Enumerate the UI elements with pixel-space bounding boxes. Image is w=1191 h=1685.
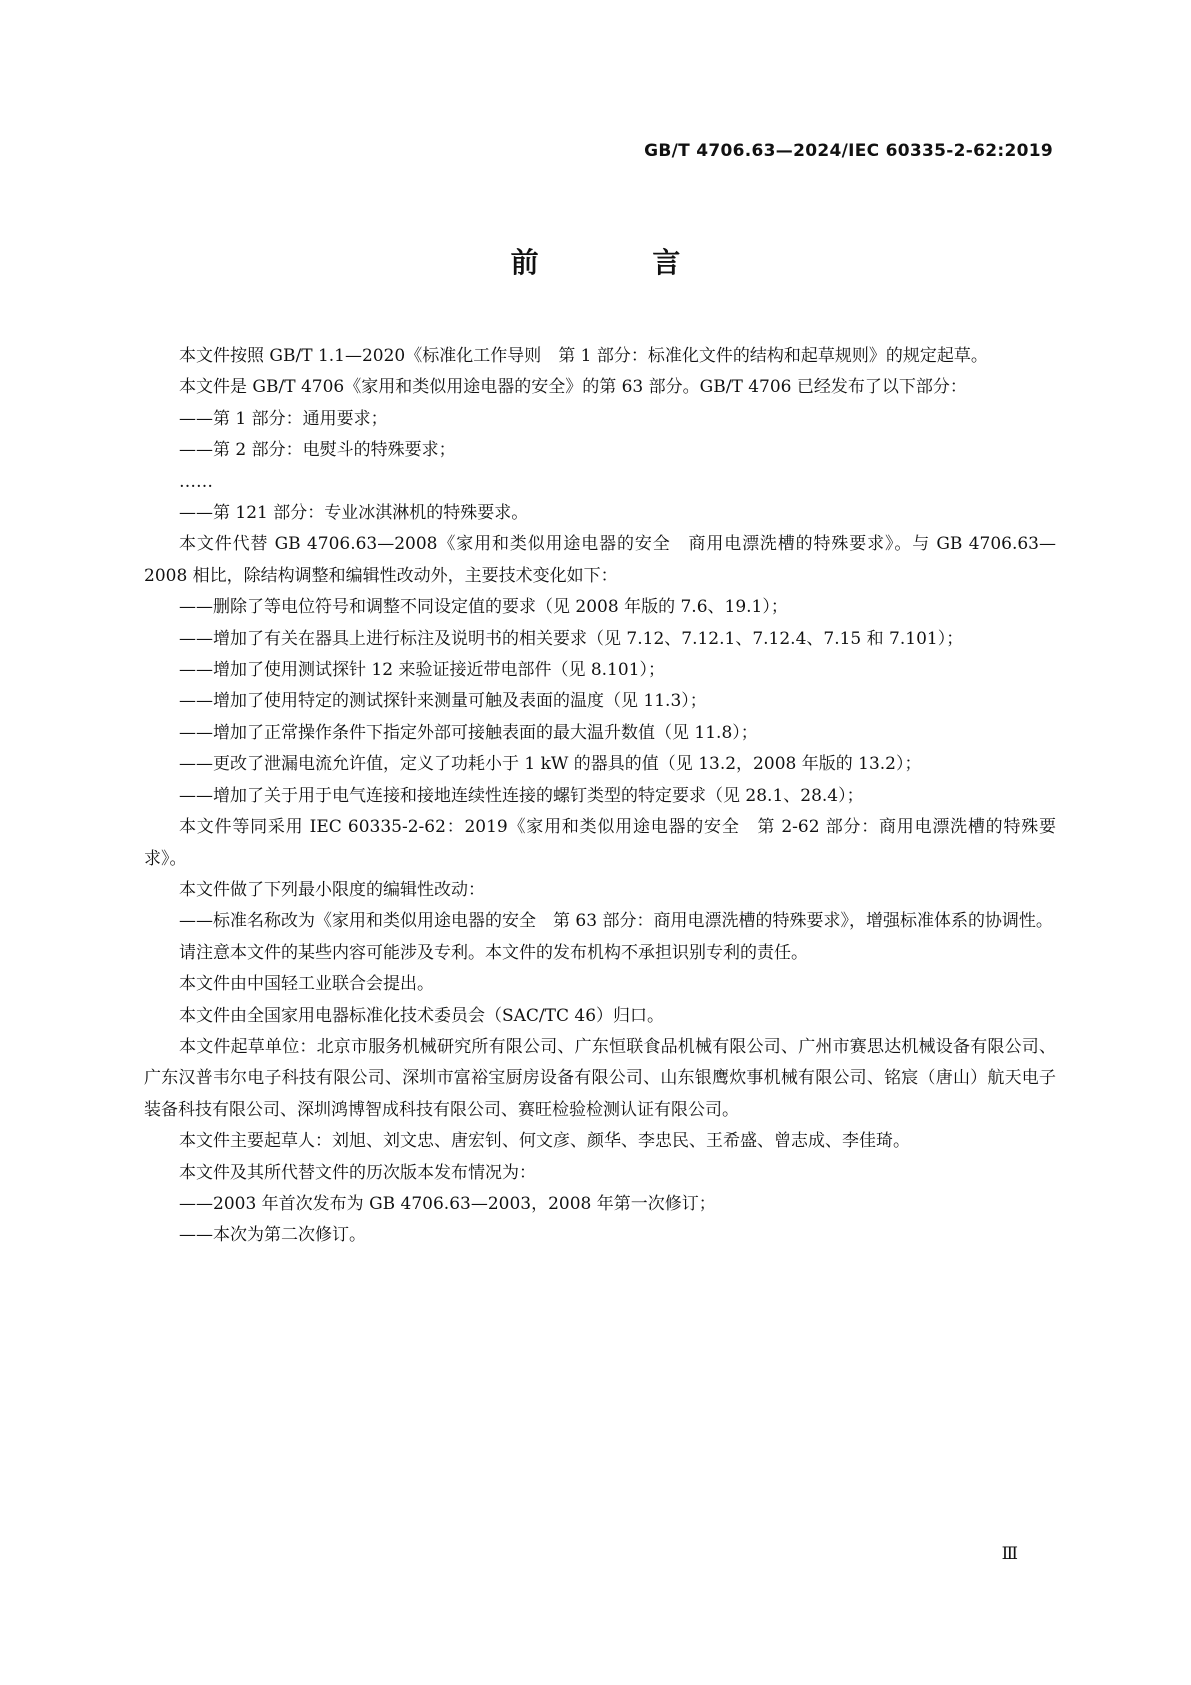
paragraph: 本文件及其所代替文件的历次版本发布情况为： — [179, 1162, 536, 1183]
list-item: ——增加了正常操作条件下指定外部可接触表面的最大温升数值（见 11.8）； — [179, 722, 758, 743]
paragraph: 本文件按照 GB/T 1.1—2020《标准化工作导则 第 1 部分：标准化文件的结构和起草规则》的规定起草。 — [179, 346, 988, 366]
list-item: ——第 121 部分：专业冰淇淋机的特殊要求。 — [179, 503, 529, 524]
paragraph: 本文件代替 GB 4706.63—2008《家用和类似用途电器的安全 商用电漂洗槽的特殊要求》。与 GB 4706.63—2008 相比，除结构调整和编辑性改动外，主要技术变化如下： — [144, 534, 1056, 586]
list-item: ——更改了泄漏电流允许值，定义了功耗小于 1 kW 的器具的值（见 13.2，2008 年版的 13.2）； — [179, 754, 922, 775]
paragraph: 本文件是 GB/T 4706《家用和类似用途电器的安全》的第 63 部分。GB/T 4706 已经发布了以下部分： — [179, 377, 967, 398]
page-number: Ⅲ — [1001, 1544, 1018, 1564]
list-item: ——2003 年首次发布为 GB 4706.63—2003，2008 年第一次修订； — [179, 1193, 716, 1214]
paragraph: 本文件由全国家用电器标准化技术委员会（SAC/TC 46）归口。 — [179, 1005, 665, 1026]
list-item: ——增加了关于用于电气连接和接地连续性连接的螺钉类型的特定要求（见 28.1、28.4）； — [179, 785, 864, 806]
list-item: ——第 2 部分：电熨斗的特殊要求； — [179, 440, 456, 461]
paragraph: 本文件等同采用 IEC 60335-2-62：2019《家用和类似用途电器的安全 第 2-62 部分：商用电漂洗槽的特殊要求》。 — [144, 817, 1056, 869]
paragraph: 请注意本文件的某些内容可能涉及专利。本文件的发布机构不承担识别专利的责任。 — [179, 942, 808, 963]
paragraph: 本文件主要起草人：刘旭、刘文忠、唐宏钊、何文彦、颜华、李忠民、王希盛、曾志成、李佳琦。 — [179, 1131, 910, 1152]
standard-code: GB/T 4706.63—2024/IEC 60335-2-62:2019 — [644, 141, 1053, 161]
list-item: ——本次为第二次修订。 — [179, 1225, 366, 1246]
paragraph: 本文件做了下列最小限度的编辑性改动： — [179, 879, 485, 900]
list-item: ——删除了等电位符号和调整不同设定值的要求（见 2008 年版的 7.6、19.1）； — [179, 597, 788, 618]
list-item: ——标准名称改为《家用和类似用途电器的安全 第 63 部分：商用电漂洗槽的特殊要求》，增强标准体系的协调性。 — [179, 911, 1053, 932]
list-item: ——增加了使用测试探针 12 来验证接近带电部件（见 8.101）； — [179, 660, 666, 681]
list-ellipsis: …… — [179, 471, 213, 492]
foreword-body — [144, 341, 1056, 1252]
list-item: ——增加了使用特定的测试探针来测量可触及表面的温度（见 11.3）； — [179, 691, 707, 712]
list-item: ——第 1 部分：通用要求； — [179, 408, 388, 429]
list-item: ——增加了有关在器具上进行标注及说明书的相关要求（见 7.12、7.12.1、7.12.4、7.15 和 7.101）； — [179, 628, 964, 649]
paragraph: 本文件起草单位：北京市服务机械研究所有限公司、广东恒联食品机械有限公司、广州市赛思达机械设备有限公司、广东汉普韦尔电子科技有限公司、深圳市富裕宝厨房设备有限公司、山东银鹰炊事机械有限公司、铭宸（唐山）航天电子装备科技有限公司、深圳鸿博智成科技有限公司、赛旺检验检测认证有限公司。 — [144, 1036, 1056, 1120]
paragraph: 本文件由中国轻工业联合会提出。 — [179, 974, 434, 995]
page-title: 前 言 — [510, 246, 733, 279]
